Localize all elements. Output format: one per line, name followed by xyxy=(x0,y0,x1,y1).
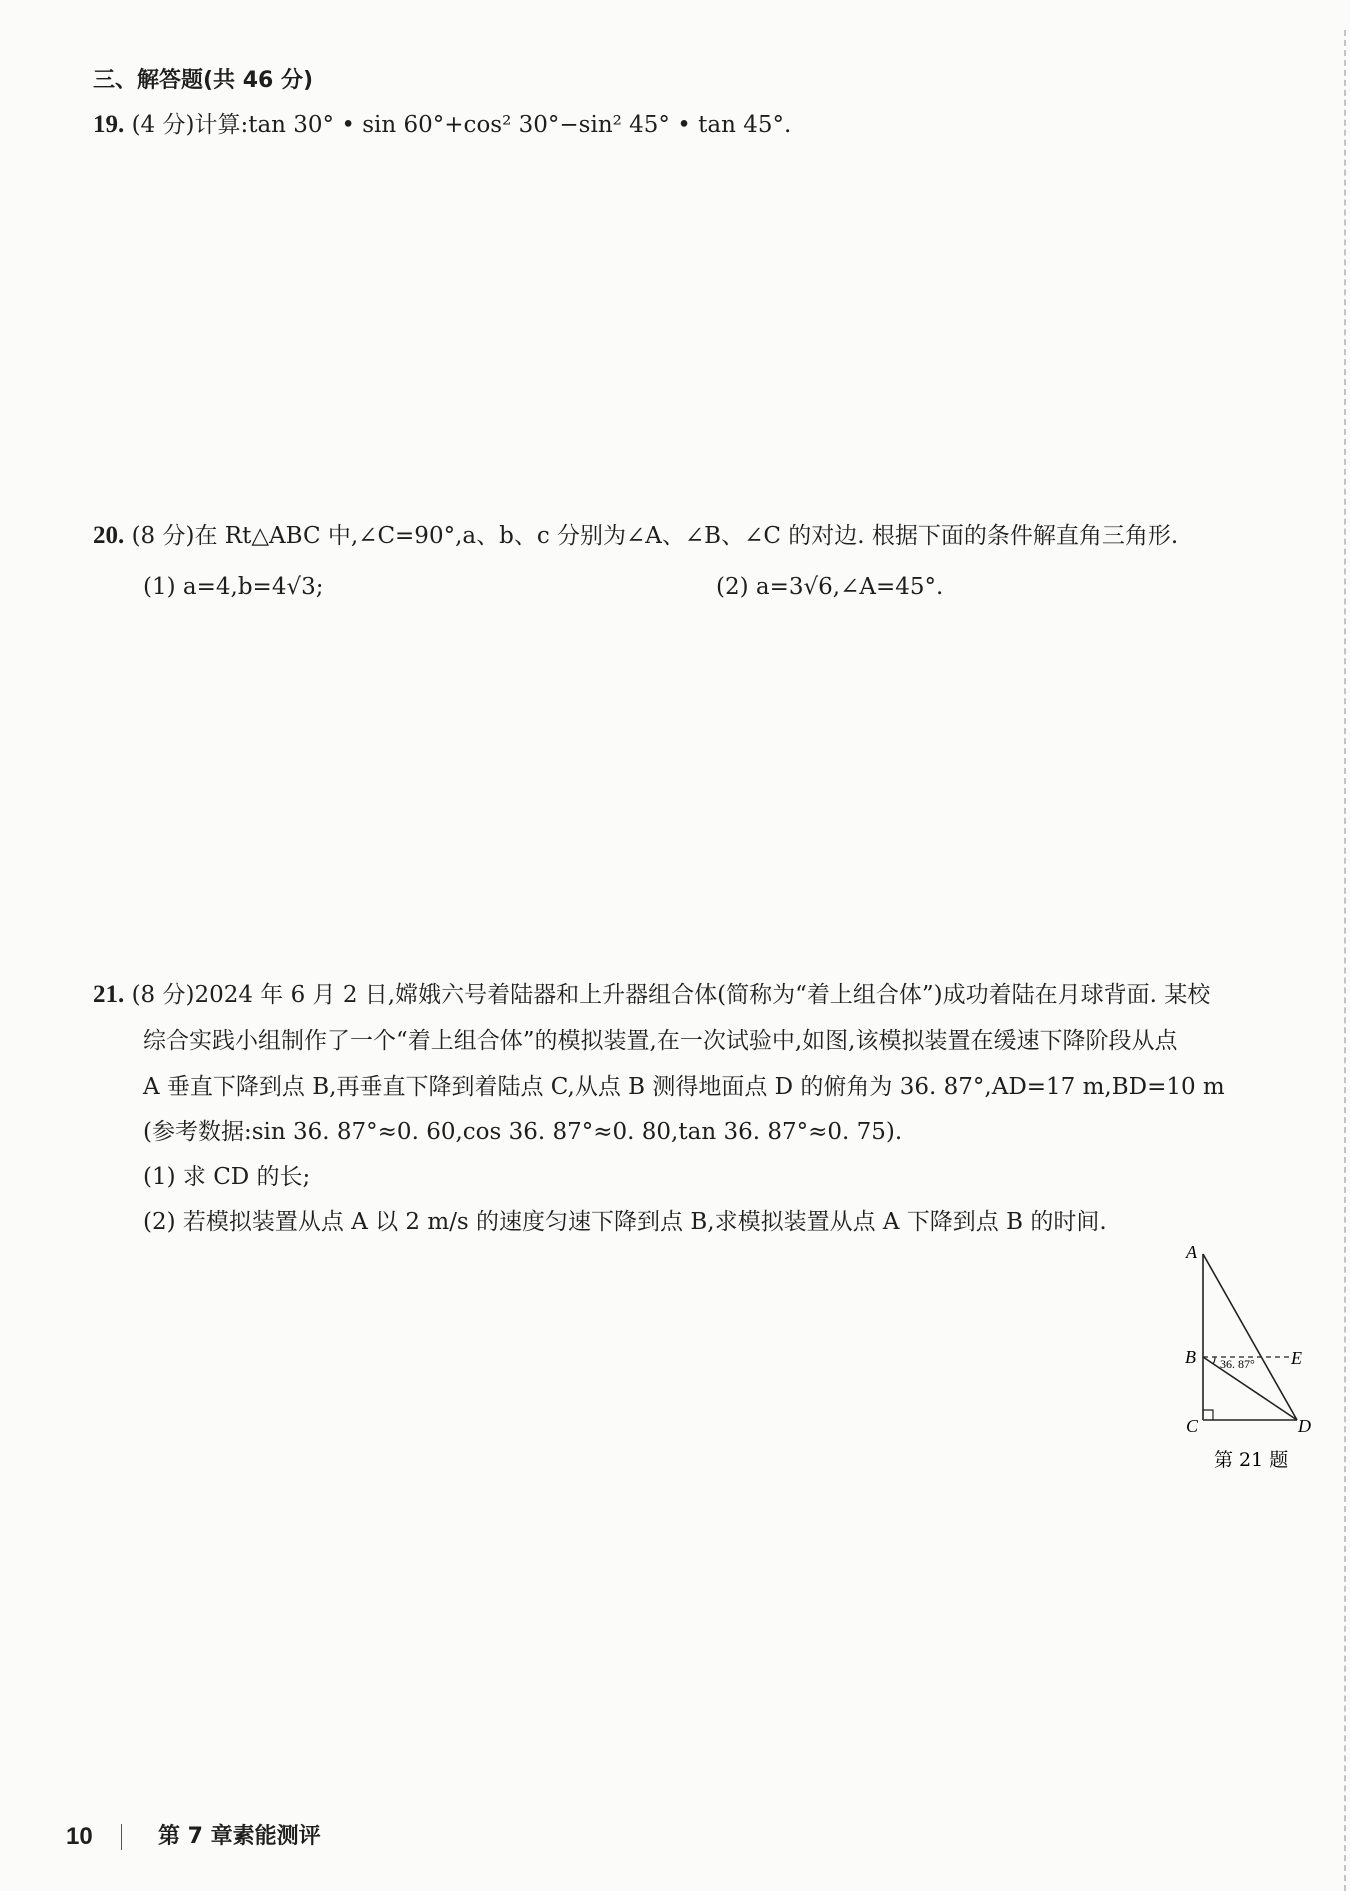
question-21 xyxy=(93,980,1210,1010)
question-21-figure xyxy=(1170,1240,1320,1480)
question-20-part-1: (1) a=4,b=4√3; xyxy=(143,574,324,600)
question-20-part-2: (2) a=3√6,∠A=45°. xyxy=(716,574,944,600)
figure-caption: 第 21 题 xyxy=(1214,1449,1289,1471)
question-21-part-2: (2) 若模拟装置从点 A 以 2 m/s 的速度匀速下降到点 B,求模拟装置从点 A 下降到点 B 的时间. xyxy=(143,1209,1107,1235)
label-c: C xyxy=(1186,1416,1199,1436)
question-19 xyxy=(93,110,791,140)
page-edge-binding xyxy=(1344,30,1350,1891)
question-number: 20. xyxy=(93,522,125,549)
angle-label: 36. 87° xyxy=(1220,1357,1255,1371)
label-e: E xyxy=(1291,1348,1302,1368)
question-number: 21. xyxy=(93,981,125,1008)
label-d: D xyxy=(1298,1416,1311,1436)
section-title: 三、解答题(共 46 分) xyxy=(93,68,314,93)
label-b: B xyxy=(1185,1347,1196,1367)
page-number: 10 xyxy=(66,1823,93,1850)
question-text-line: 综合实践小组制作了一个“着上组合体”的模拟装置,在一次试验中,如图,该模拟装置在缓速下降阶段从点 xyxy=(143,1028,1178,1054)
question-text: (8 分)在 Rt△ABC 中,∠C=90°,a、b、c 分别为∠A、∠B、∠C 的对边. 根据下面的条件解直角三角形. xyxy=(131,523,1179,549)
question-text-line: (8 分)2024 年 6 月 2 日,嫦娥六号着陆器和上升器组合体(简称为“着上组合体”)成功着陆在月球背面. 某校 xyxy=(131,982,1211,1008)
right-angle-mark xyxy=(1203,1410,1213,1420)
question-text-line: A 垂直下降到点 B,再垂直下降到着陆点 C,从点 B 测得地面点 D 的俯角为 36. 87°,AD=17 m,BD=10 m xyxy=(143,1074,1225,1100)
footer-divider xyxy=(121,1824,122,1850)
question-21-part-1: (1) 求 CD 的长; xyxy=(143,1164,311,1190)
question-text-line: (参考数据:sin 36. 87°≈0. 60,cos 36. 87°≈0. 80,tan 36. 87°≈0. 75). xyxy=(143,1119,903,1145)
label-a: A xyxy=(1186,1242,1197,1262)
segment-ad xyxy=(1203,1254,1297,1420)
question-20 xyxy=(93,521,1178,551)
question-text: (4 分)计算:tan 30° • sin 60°+cos² 30°−sin² 45° • tan 45°. xyxy=(131,112,792,138)
question-number: 19. xyxy=(93,111,125,138)
angle-arc xyxy=(1213,1357,1215,1364)
chapter-title: 第 7 章素能测评 xyxy=(158,1824,321,1849)
